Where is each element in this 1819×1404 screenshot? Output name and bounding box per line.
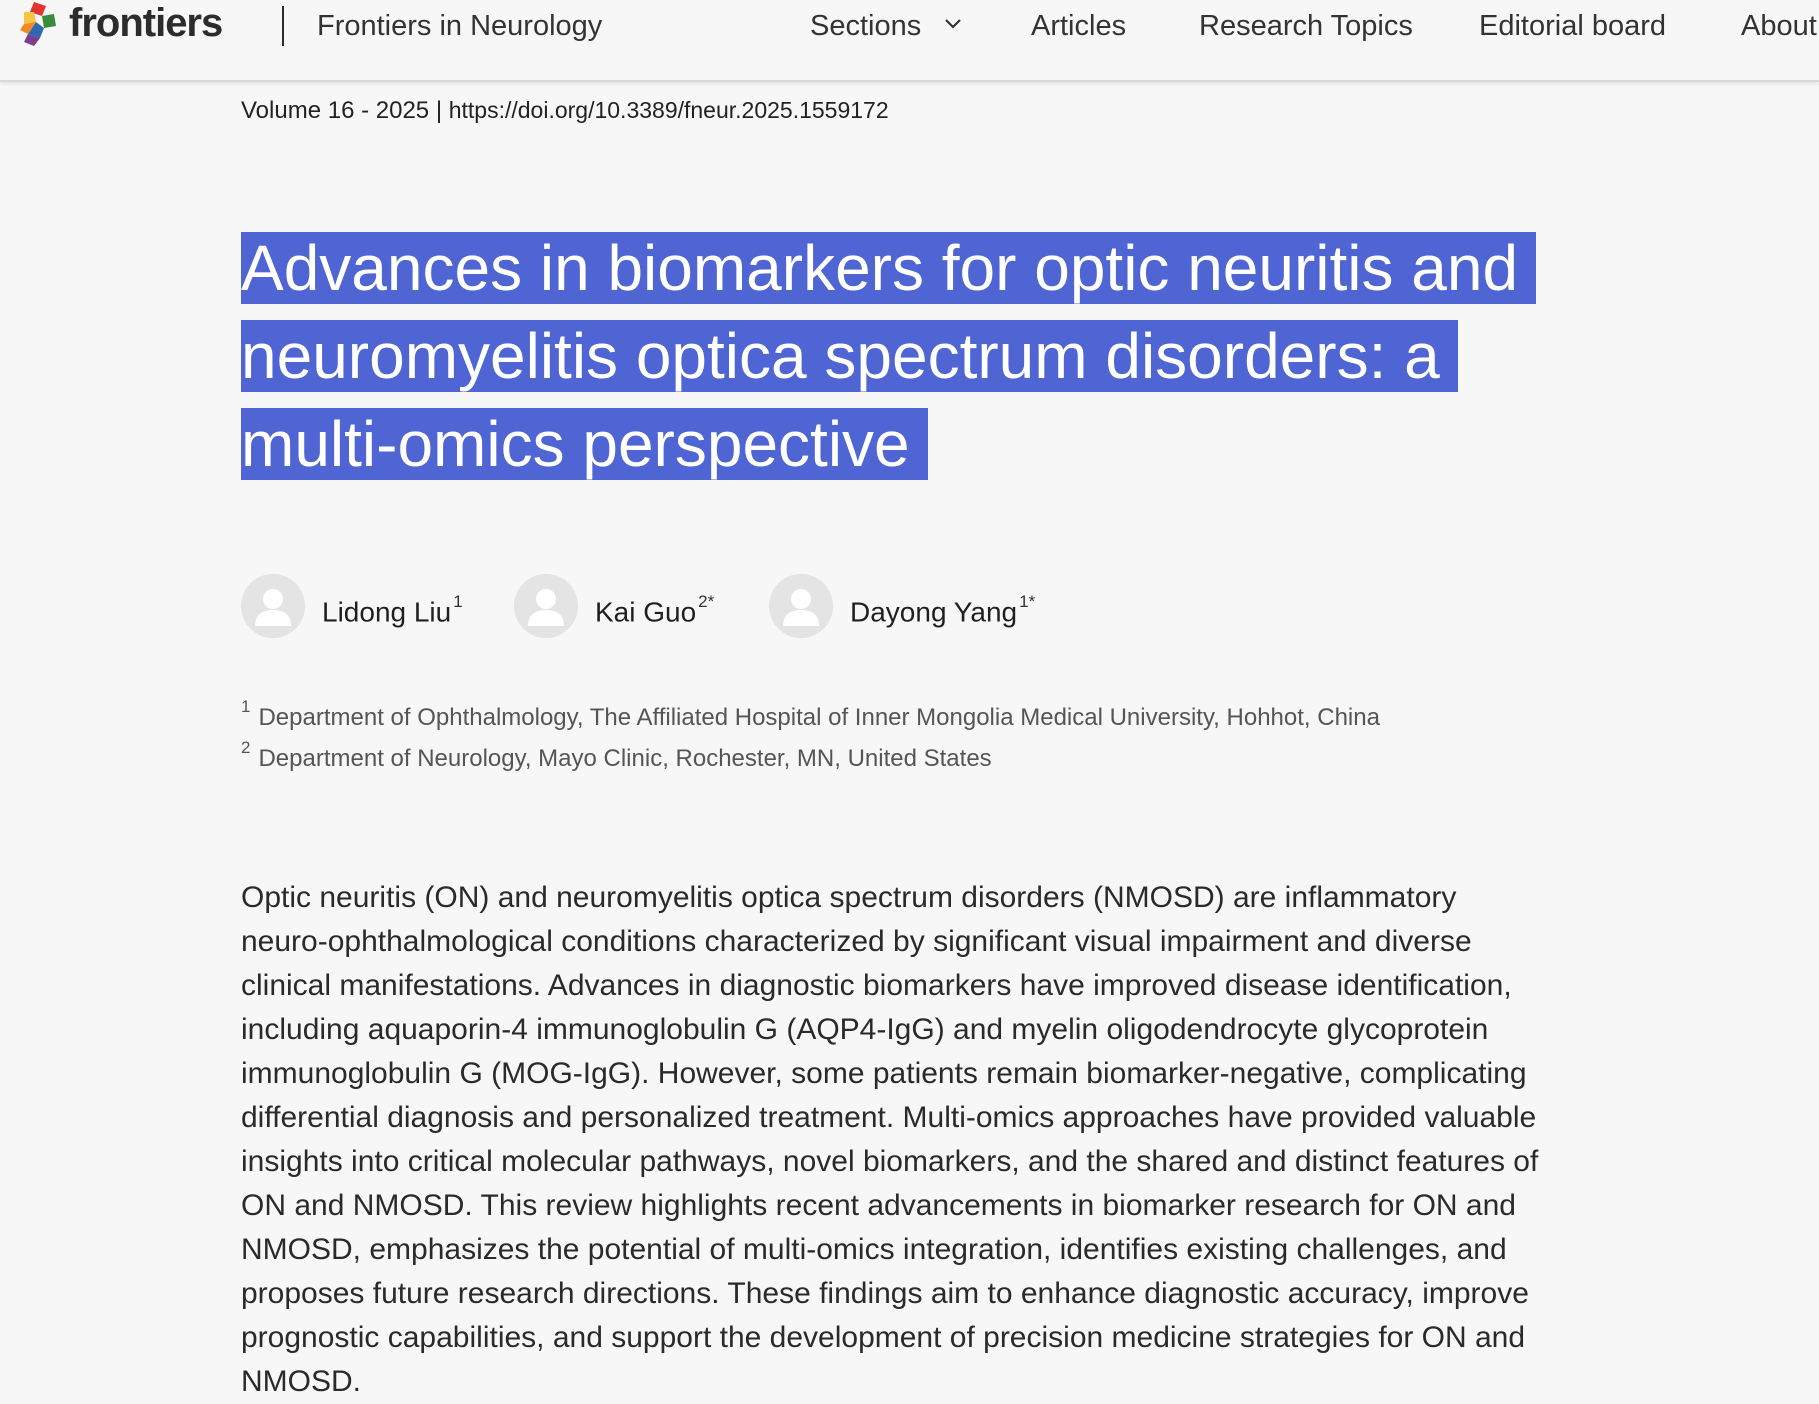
- author-name-text: Kai Guo: [595, 596, 697, 628]
- abstract-line: prognostic capabilities, and support the development of precision medicine strategies for ON and: [241, 1321, 1526, 1354]
- site-header: [0, 0, 1819, 82]
- volume-label: Volume 16 - 2025: [241, 97, 430, 124]
- article-title: [241, 224, 1661, 488]
- nav-articles[interactable]: Articles: [1031, 10, 1127, 42]
- affiliation-list: [241, 694, 1380, 776]
- meta-separator: |: [435, 97, 443, 124]
- affiliation-text: Department of Neurology, Mayo Clinic, Rochester, MN, United States: [258, 745, 992, 772]
- abstract-line: including aquaporin-4 immunoglobulin G (AQP4-IgG) and myelin oligodendrocyte glycoprotein: [241, 1013, 1489, 1046]
- chevron-down-icon: [943, 14, 963, 34]
- affiliation-item: [241, 694, 1380, 735]
- affiliation-item: [241, 735, 1380, 776]
- abstract-line: Optic neuritis (ON) and neuromyelitis optica spectrum disorders (NMOSD) are inflammatory: [241, 881, 1457, 914]
- affiliation-sup: 1: [241, 697, 251, 716]
- abstract-line: insights into critical molecular pathways, novel biomarkers, and the shared and distinct features of: [241, 1145, 1539, 1178]
- nav-editorial-board[interactable]: Editorial board: [1479, 10, 1666, 42]
- doi-link[interactable]: https://doi.org/10.3389/fneur.2025.1559172: [448, 97, 889, 123]
- article-meta: [241, 94, 889, 127]
- avatar-icon: [241, 574, 305, 638]
- author-affiliation-sup: 1: [453, 592, 463, 611]
- title-line-text: Advances in biomarkers for optic neuritis and: [241, 232, 1536, 304]
- abstract-line: immunoglobulin G (MOG-IgG). However, some patients remain biomarker-negative, complicating: [241, 1057, 1527, 1090]
- author-affiliation-sup: 1*: [1019, 592, 1036, 611]
- abstract-line: NMOSD, emphasizes the potential of multi-omics integration, identifies existing challenges, and: [241, 1233, 1507, 1266]
- title-line-text: neuromyelitis optica spectrum disorders: a: [241, 320, 1458, 392]
- avatar-icon: [769, 574, 833, 638]
- frontiers-logo-icon[interactable]: [20, 2, 60, 48]
- frontiers-logo-text[interactable]: frontiers: [69, 1, 223, 45]
- abstract-line: ON and NMOSD. This review highlights recent advancements in biomarker research for ON and: [241, 1189, 1516, 1222]
- author-name[interactable]: [595, 588, 714, 630]
- abstract-line: differential diagnosis and personalized treatment. Multi-omics approaches have provided valuable: [241, 1101, 1537, 1134]
- abstract-line: NMOSD.: [241, 1365, 361, 1398]
- abstract-line: neuro-ophthalmological conditions characterized by significant visual impairment and diverse: [241, 925, 1472, 958]
- title-line: [241, 400, 1661, 488]
- nav-sections-label: Sections: [810, 10, 922, 42]
- title-line: [241, 312, 1661, 400]
- author-name[interactable]: [322, 588, 463, 630]
- header-divider: [282, 6, 284, 46]
- author-name-text: Dayong Yang: [850, 596, 1018, 628]
- abstract-line: proposes future research directions. These findings aim to enhance diagnostic accuracy, improve: [241, 1277, 1529, 1310]
- abstract-line: clinical manifestations. Advances in diagnostic biomarkers have improved disease identification,: [241, 969, 1512, 1002]
- nav-sections-dropdown[interactable]: [810, 6, 963, 46]
- nav-research-topics[interactable]: Research Topics: [1199, 10, 1413, 42]
- avatar-icon: [514, 574, 578, 638]
- abstract-text: [241, 876, 1681, 1404]
- affiliation-text: Department of Ophthalmology, The Affiliated Hospital of Inner Mongolia Medical University, Hohhot, China: [258, 704, 1380, 731]
- author-name-text: Lidong Liu: [322, 596, 452, 628]
- title-line: [241, 224, 1661, 312]
- nav-about[interactable]: About: [1741, 10, 1817, 42]
- journal-name-link[interactable]: Frontiers in Neurology: [317, 10, 603, 42]
- title-line-text: multi-omics perspective: [241, 408, 928, 480]
- affiliation-sup: 2: [241, 738, 251, 757]
- author-affiliation-sup: 2*: [698, 592, 715, 611]
- author-name[interactable]: [850, 588, 1035, 630]
